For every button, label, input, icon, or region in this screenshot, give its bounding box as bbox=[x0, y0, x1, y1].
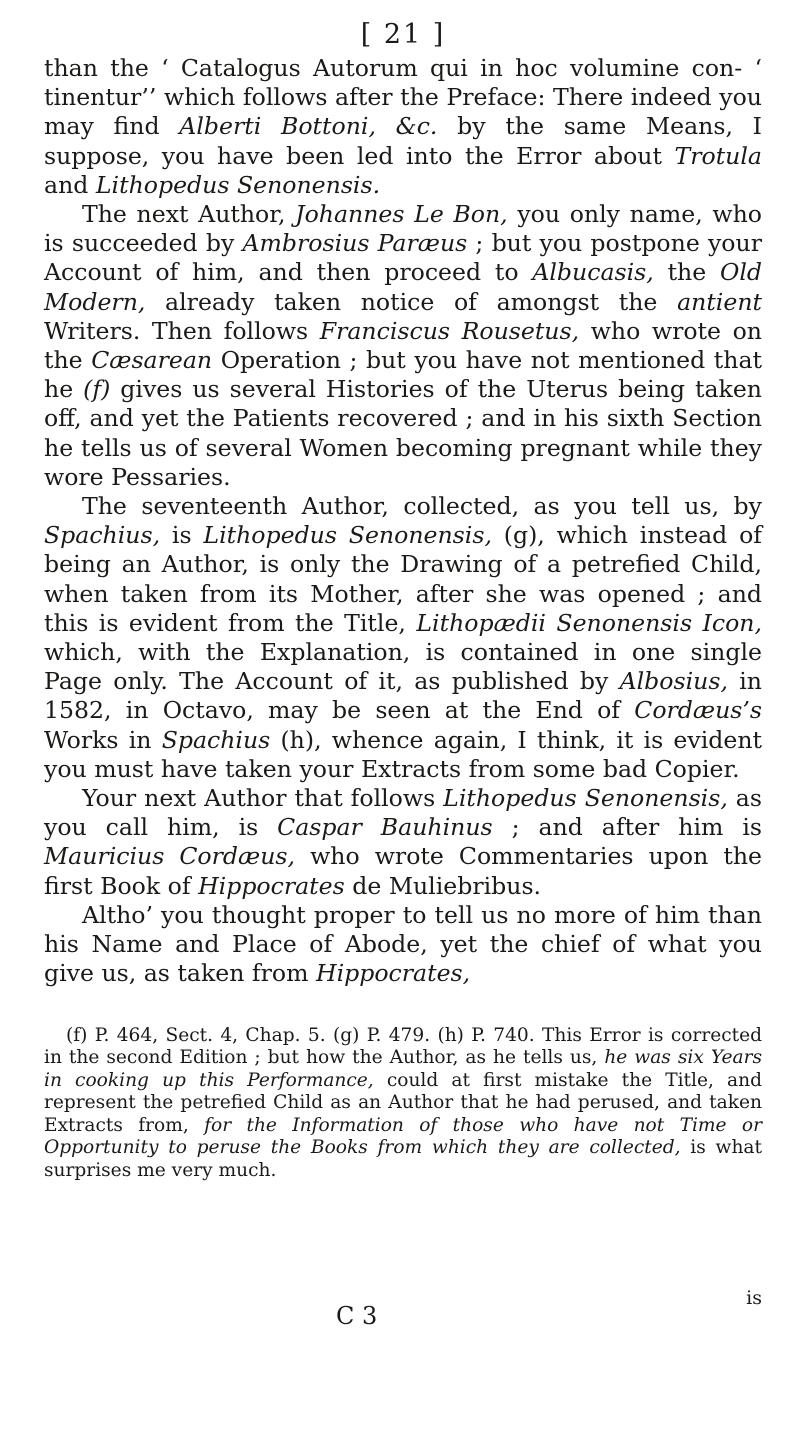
text-run: Operation ; but you have not mentioned that he bbox=[44, 346, 763, 404]
italic-run: Trotula bbox=[674, 141, 762, 170]
italic-run: (f) bbox=[83, 375, 111, 404]
italic-run: Lithopedus Senonensis. bbox=[95, 170, 381, 199]
paragraph bbox=[44, 784, 762, 901]
text-run: who wrote on the bbox=[44, 316, 762, 375]
footnotes bbox=[44, 1025, 762, 1183]
text-run: by the same Means, I suppose, you have been led into the Error about bbox=[44, 112, 763, 170]
italic-run: for the Information of those who have not Time or Opportunity to peruse the Books from which they are collected, bbox=[44, 1114, 762, 1159]
italic-run: Lithopædii Senonensis Icon, bbox=[416, 608, 762, 637]
italic-run: Spachius bbox=[161, 725, 271, 754]
text-run: is bbox=[160, 521, 204, 550]
text-run: Writers. Then follows bbox=[44, 316, 320, 345]
text-run: in 1582, in Octavo, may be seen at the End of bbox=[44, 667, 762, 725]
text-run: (h), whence again, I think, it is evident you must have taken your Extracts from some bad Copier. bbox=[44, 725, 762, 783]
italic-run: Spachius, bbox=[44, 521, 161, 550]
text-run: which, with the Explanation, is contained in one single Page only. The Account of it, as published by bbox=[44, 638, 762, 696]
italic-run: Franciscus Rousetus, bbox=[319, 316, 580, 345]
paragraph bbox=[44, 200, 762, 492]
italic-run: Cæsarean bbox=[91, 346, 213, 375]
italic-run: Ambrosius Paræus bbox=[242, 229, 468, 258]
text-run: The next Author, bbox=[82, 200, 296, 229]
italic-run: Albosius, bbox=[619, 667, 728, 696]
italic-run: Lithopedus Senonensis, bbox=[443, 784, 728, 813]
text-run: The seventeenth Author, collected, as you tell us, by bbox=[82, 492, 762, 521]
italic-run: Cordæus’s bbox=[634, 696, 762, 725]
footnote bbox=[44, 1025, 762, 1183]
italic-run: antient bbox=[677, 287, 762, 316]
text-run: than the ‘ Catalogus Autorum qui in hoc volumine con‑ ‘ tinentur’’ which follows after the Preface: There indeed you may find bbox=[44, 54, 762, 141]
page-number: [ 21 ] bbox=[360, 19, 446, 50]
italic-run: Old Modern, bbox=[44, 258, 763, 316]
text-run: and bbox=[44, 170, 96, 199]
italic-run: Caspar Bauhinus bbox=[277, 813, 493, 842]
text-run: gives us several Histories of the Uterus being taken off, and yet the Patients recovered ; and in his sixth Section he tells us of several Women becoming pregnant while they wore Pessaries. bbox=[44, 375, 762, 491]
signature-mark: C 3 bbox=[336, 1302, 378, 1330]
text-run: could at first mistake the Title, and represent the petrefied Child as an Author that he had perused, and taken Extracts from, bbox=[44, 1069, 762, 1136]
catchword: is bbox=[746, 1287, 762, 1309]
text-run: is what surprises me very much. bbox=[44, 1137, 762, 1182]
italic-run: Alberti Bottoni, &c. bbox=[179, 112, 438, 141]
text-run: (g), which instead of being an Author, is only the Drawing of a petrefied Child, when taken from its Mother, after she was opened ; and this is evident from the Title, bbox=[44, 521, 763, 637]
paragraph bbox=[44, 54, 762, 200]
text-run: Your next Author that follows bbox=[82, 784, 444, 813]
text-run: Works in bbox=[44, 725, 162, 754]
text-run: ; and after him is bbox=[492, 813, 762, 842]
italic-run: Johannes Le Bon, bbox=[295, 200, 508, 229]
italic-run: he was six Years in cooking up this Performance, bbox=[44, 1047, 763, 1091]
text-run: ; but you postpone your Account of him, and then proceed to bbox=[44, 229, 762, 287]
paragraph bbox=[44, 492, 762, 784]
body-text bbox=[44, 54, 762, 989]
text-run: de Muliebribus. bbox=[344, 871, 542, 900]
text-run: (f) P. 464, Sect. 4, Chap. 5. (g) P. 479. (h) P. 740. This Error is corrected in the second Edition ; but how the Author, as he tells us, bbox=[44, 1024, 762, 1069]
italic-run: Hippocrates, bbox=[316, 959, 471, 988]
italic-run: Mauricius Cordæus, bbox=[44, 842, 295, 871]
text-run: Altho’ you thought proper to tell us no more of him than his Name and Place of Abode, yet the chief of what you give us, as taken from bbox=[44, 900, 762, 988]
text-run: as you call him, is bbox=[44, 784, 762, 842]
italic-run: Lithopedus Senonensis, bbox=[203, 521, 492, 550]
italic-run: Albucasis, bbox=[532, 258, 654, 287]
text-run: the bbox=[653, 258, 721, 287]
text-run: who wrote Commentaries upon the first Book of bbox=[44, 842, 762, 900]
text-run: already taken notice of amongst the bbox=[145, 287, 678, 316]
italic-run: Hippocrates bbox=[198, 871, 345, 900]
paragraph bbox=[44, 901, 762, 989]
text-run: you only name, who is succeeded by bbox=[44, 200, 763, 258]
